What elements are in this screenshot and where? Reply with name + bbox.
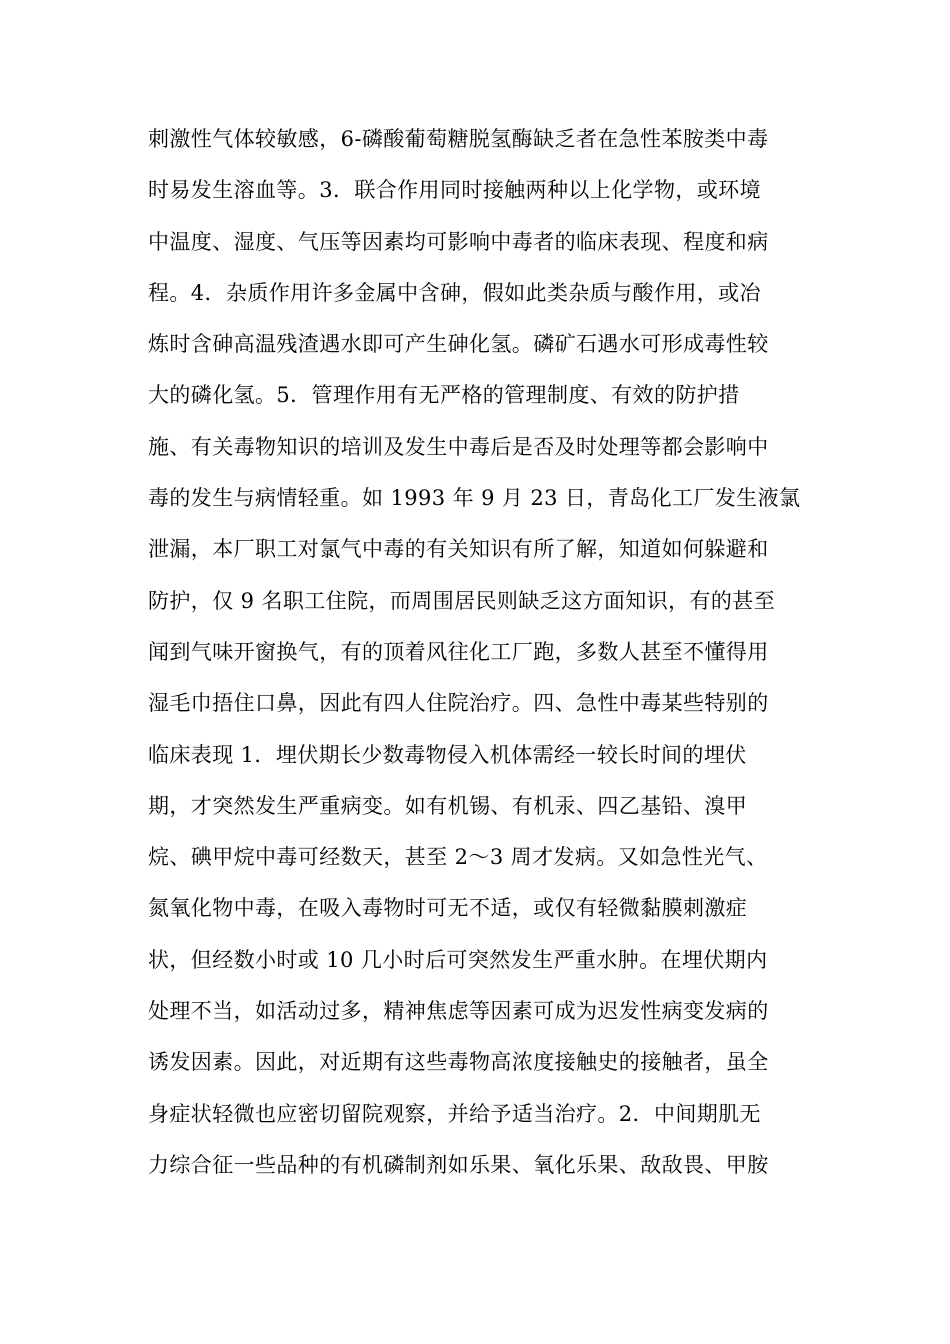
text-line: 时易发生溶血等。3．联合作用同时接触两种以上化学物，或环境 <box>148 178 761 203</box>
text-line: 泄漏，本厂职工对氯气中毒的有关知识有所了解，知道如何躲避和 <box>148 537 769 562</box>
text-line: 处理不当，如活动过多，精神焦虑等因素可成为迟发性病变发病的 <box>148 999 769 1024</box>
text-line: 施、有关毒物知识的培训及发生中毒后是否及时处理等都会影响中 <box>148 434 769 459</box>
text-line: 中温度、湿度、气压等因素均可影响中毒者的临床表现、程度和病 <box>148 229 769 254</box>
text-line: 期，才突然发生严重病变。如有机锡、有机汞、四乙基铅、溴甲 <box>148 793 748 818</box>
text-line: 状，但经数小时或 10 几小时后可突然发生严重水肿。在埋伏期内 <box>148 947 768 972</box>
text-line: 临床表现 1．埋伏期长少数毒物侵入机体需经一较长时间的埋伏 <box>148 742 747 767</box>
text-line: 诱发因素。因此，对近期有这些毒物高浓度接触史的接触者，虽全 <box>148 1050 769 1075</box>
text-line: 氮氧化物中毒，在吸入毒物时可无不适，或仅有轻微黏膜刺激症 <box>148 896 748 921</box>
body-text <box>148 114 808 1191</box>
text-line: 防护，仅 9 名职工住院，而周围居民则缺乏这方面知识，有的甚至 <box>148 588 776 613</box>
text-line: 烷、碘甲烷中毒可经数天，甚至 2～3 周才发病。又如急性光气、 <box>148 845 768 870</box>
text-line: 炼时含砷高温残渣遇水即可产生砷化氢。磷矿石遇水可形成毒性较 <box>148 332 769 357</box>
text-line: 刺激性气体较敏感，6-磷酸葡萄糖脱氢酶缺乏者在急性苯胺类中毒 <box>148 127 769 151</box>
text-line: 毒的发生与病情轻重。如 1993 年 9 月 23 日，青岛化工厂发生液氯 <box>148 486 801 511</box>
text-line: 程。4．杂质作用许多金属中含砷，假如此类杂质与酸作用，或冶 <box>148 280 761 305</box>
text-line: 身症状轻微也应密切留院观察，并给予适当治疗。2．中间期肌无 <box>148 1101 761 1126</box>
text-line: 大的磷化氢。5．管理作用有无严格的管理制度、有效的防护措 <box>148 383 740 408</box>
text-line: 力综合征一些品种的有机磷制剂如乐果、氧化乐果、敌敌畏、甲胺 <box>148 1152 769 1177</box>
text-line: 闻到气味开窗换气，有的顶着风往化工厂跑，多数人甚至不懂得用 <box>148 639 769 664</box>
text-line: 湿毛巾捂住口鼻，因此有四人住院治疗。四、急性中毒某些特别的 <box>148 691 769 716</box>
